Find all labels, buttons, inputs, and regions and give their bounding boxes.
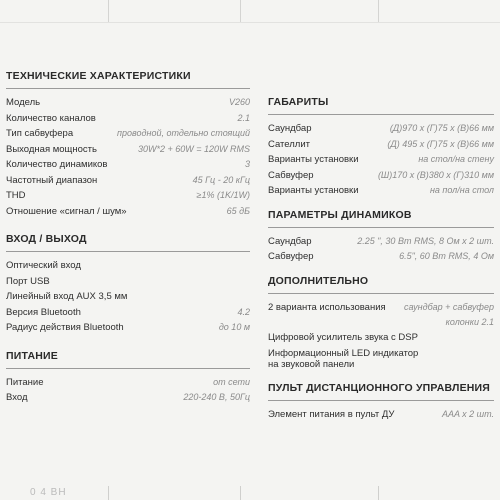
spec-label: Элемент питания в пульт ДУ: [268, 409, 395, 420]
spec-row: [268, 154, 494, 165]
spec-row: [6, 392, 250, 403]
spacer: [268, 201, 494, 209]
spec-row: [6, 144, 250, 155]
section-title-extra: ДОПОЛНИТЕЛЬНО: [268, 275, 494, 294]
spec-value: 4.2: [237, 306, 250, 317]
top-strip: [0, 0, 500, 23]
spec-label: [268, 348, 418, 370]
spacer: [268, 374, 494, 382]
section-title-tech: ТЕХНИЧЕСКИЕ ХАРАКТЕРИСТИКИ: [6, 70, 250, 89]
spec-row: [6, 291, 250, 302]
spec-label: Сателлит: [268, 138, 310, 150]
spec-row: [6, 260, 250, 271]
spec-label-line: на звуковой панели: [268, 358, 355, 370]
spec-value: 220-240 В, 50Гц: [183, 392, 250, 402]
section-title-dims: ГАБАРИТЫ: [268, 96, 494, 115]
spec-value: 2.25 ", 30 Вт RMS, 8 Ом х 2 шт.: [357, 235, 494, 246]
spec-label: THD: [6, 190, 26, 201]
spec-row: [6, 276, 250, 287]
spec-value: от сети: [213, 376, 250, 387]
spec-row: [268, 302, 494, 328]
spec-label: Модель: [6, 97, 41, 108]
spec-label: Порт USB: [6, 275, 50, 287]
spec-label: Версия Bluetooth: [6, 306, 81, 318]
spec-label: Цифровой усилитель звука с DSP: [268, 332, 418, 343]
spec-value-line: колонки 2.1: [445, 316, 494, 327]
spec-row: [268, 348, 494, 370]
io-list: [6, 260, 250, 333]
fold-mark: [240, 0, 241, 22]
spec-row: [6, 190, 250, 201]
spec-label: Выходная мощность: [6, 143, 97, 155]
spec-row: [6, 322, 250, 333]
spec-row: [268, 123, 494, 134]
footer-partial-text: 0 4 BH: [30, 487, 67, 498]
spec-value: проводной, отдельно стоящий: [117, 128, 250, 138]
spec-value: 45 Гц - 20 кГц: [192, 174, 250, 185]
spec-row: [268, 236, 494, 247]
spec-row: [268, 139, 494, 150]
spec-row: [6, 175, 250, 186]
spec-label: Частотный диапазон: [6, 174, 98, 186]
spacer: [6, 338, 250, 350]
section-title-io: ВХОД / ВЫХОД: [6, 233, 250, 252]
section-title-speakers: ПАРАМЕТРЫ ДИНАМИКОВ: [268, 209, 494, 228]
fold-mark: [108, 0, 109, 22]
remote-list: [268, 409, 494, 420]
spec-label: Радиус действия Bluetooth: [6, 322, 124, 333]
spec-row: [6, 307, 250, 318]
spec-row: [6, 97, 250, 108]
spec-label: Вход: [6, 392, 28, 403]
spec-label: Линейный вход AUX 3,5 мм: [6, 291, 128, 302]
spacer: [6, 221, 250, 233]
spec-value: 30W*2 + 60W = 120W RMS: [137, 143, 250, 154]
spec-value: ≥1% (1K/1W): [196, 190, 250, 200]
spec-label: Саундбар: [268, 235, 312, 247]
spec-label-line: Информационный LED индикатор: [268, 347, 419, 359]
spec-label: Тип сабвуфера: [6, 128, 74, 139]
spec-value: на стол/на стену: [418, 154, 494, 164]
spec-value: на пол/на стол: [429, 185, 494, 195]
spacer: [268, 267, 494, 275]
spec-label: Варианты установки: [268, 185, 359, 196]
fold-mark: [108, 486, 109, 500]
spec-value: 2.1: [237, 112, 250, 123]
spec-label: Количество каналов: [6, 112, 96, 124]
spec-label: Варианты установки: [268, 154, 359, 165]
spec-row: [268, 170, 494, 181]
spec-row: [268, 251, 494, 262]
spec-value: 3: [244, 159, 250, 169]
section-title-power: ПИТАНИЕ: [6, 350, 250, 369]
spec-value: [404, 302, 494, 328]
spec-row: [6, 113, 250, 124]
fold-mark: [378, 0, 379, 22]
spec-row: [268, 332, 494, 343]
spec-value: до 10 м: [218, 322, 250, 332]
spec-value: (Д)970 х (Г)75 х (В)66 мм: [389, 123, 494, 133]
spec-value: V260: [228, 97, 250, 107]
spec-row: [6, 206, 250, 217]
section-title-remote: ПУЛЬТ ДИСТАНЦИОННОГО УПРАВЛЕНИЯ: [268, 382, 494, 401]
spec-row: [268, 409, 494, 420]
spec-label: Сабвуфер: [268, 251, 314, 262]
fold-mark: [378, 486, 379, 500]
spec-value: 65 дБ: [226, 205, 250, 216]
spec-label: Питание: [6, 376, 44, 388]
spec-row: [6, 377, 250, 388]
spec-label: Количество динамиков: [6, 159, 108, 170]
spec-label: Оптический вход: [6, 260, 81, 271]
tech-list: [6, 97, 250, 217]
spec-label: Отношение «сигнал / шум»: [6, 205, 127, 217]
extra-list: [268, 302, 494, 370]
right-column: [268, 96, 494, 425]
spec-value: AAA х 2 шт.: [441, 409, 494, 419]
spec-value-line: саундбар + сабвуфер: [403, 301, 494, 312]
left-column: [6, 70, 250, 408]
dims-list: [268, 123, 494, 196]
spec-value: (Д) 495 х (Г)75 х (В)66 мм: [387, 138, 494, 149]
spec-label: 2 варианта использования: [268, 301, 386, 313]
bottom-strip: [0, 486, 500, 500]
speakers-list: [268, 236, 494, 263]
spec-row: [6, 159, 250, 170]
spec-value: (Ш)170 х (В)380 х (Г)310 мм: [377, 169, 494, 180]
spec-label: Сабвуфер: [268, 169, 314, 181]
fold-mark: [240, 486, 241, 500]
power-list: [6, 377, 250, 404]
spec-row: [268, 185, 494, 196]
spec-row: [6, 128, 250, 139]
spec-value: 6.5", 60 Вт RMS, 4 Ом: [399, 251, 494, 261]
spec-label: Саундбар: [268, 123, 312, 134]
